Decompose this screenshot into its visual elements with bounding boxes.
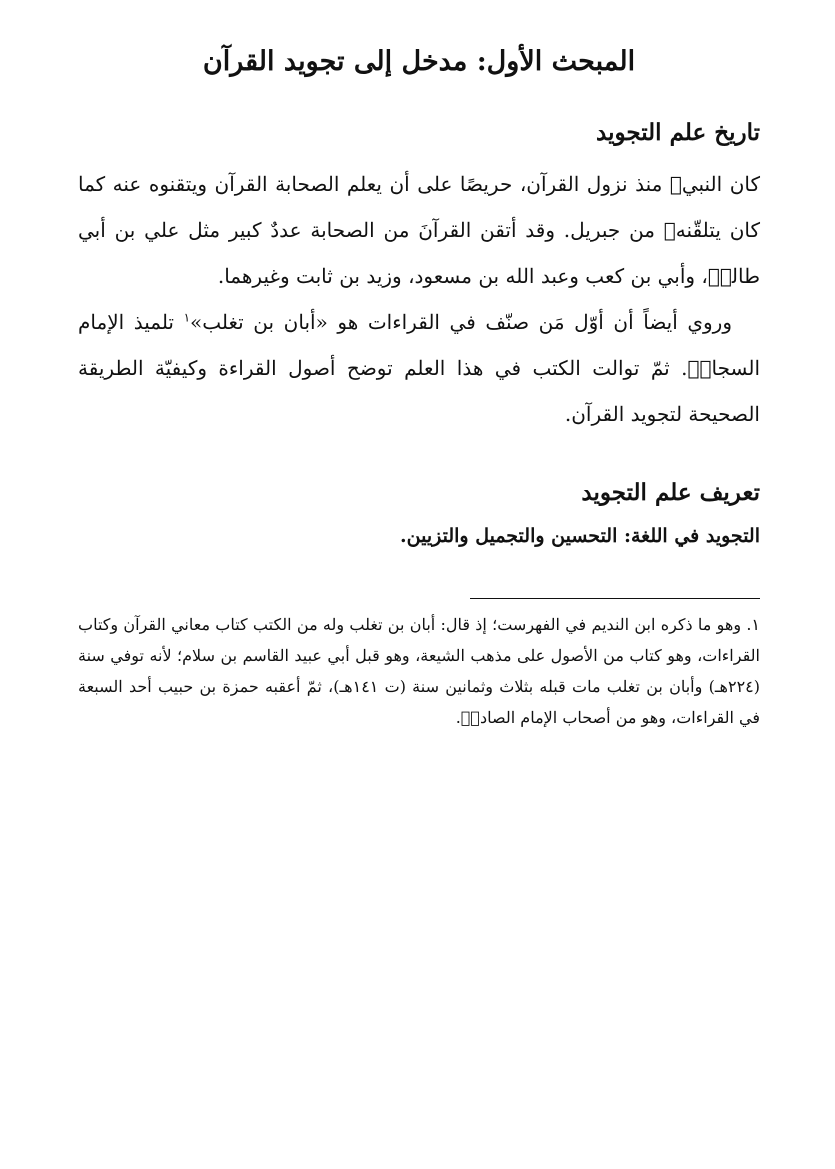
page-title: المبحث الأول: مدخل إلى تجويد القرآن xyxy=(202,46,636,77)
section-heading-history: تاريخ علم التجويد xyxy=(596,119,760,147)
section-spacer xyxy=(78,437,760,477)
history-paragraph-2 xyxy=(78,299,760,437)
history-paragraph-2-start: وروي أيضاً أن أوّل مَن صنّف في القراءات هو «أبان بن تغلب» xyxy=(190,310,733,335)
section-heading-definition: تعريف علم التجويد xyxy=(581,479,760,507)
footnote-reference[interactable]: ١ xyxy=(183,310,191,325)
footnote-divider xyxy=(470,598,760,599)
footnote-text: ١. وهو ما ذكره ابن النديم في الفهرست؛ إذ قال: أبان بن تغلب وله من الكتب كتاب معاني القرآن وكتاب القراءات، وهو كتاب من الأصول على مذهب الشيعة، وهو قبل أبي عبيد القاسم بن سلام؛ لأنه توفي سنة (٢٢٤هـ) وأبان بن تغلب مات قبله بثلاث وثمانين سنة (ت ١٤١هـ)، ثمّ أعقبه حمزة بن حبيب أحد السبعة في القراءات، وهو من أصحاب الإمام الصادقؑ. xyxy=(78,614,761,727)
definition-linguistic: التجويد في اللغة: التحسين والتجميل والتزيين. xyxy=(400,525,760,548)
history-paragraph-1: كان النبيﷺ منذ نزول القرآن، حريصًا على أن يعلم الصحابة القرآن ويتقنوه عنه كما كان يتلقّنهﷺ من جبريل. وقد أتقن القرآنَ من الصحابة عددٌ كبير مثل علي بن أبي طالبؑ، وأبي بن كعب وعبد الله بن مسعود، وزيد بن ثابت وغيرهما. xyxy=(78,172,760,289)
history-paragraph-2-end: تلميذ الإمام السجادؑ. ثمّ توالت الكتب في هذا العلم توضح أصول القراءة وكيفيّة الطريقة الصحيحة لتجويد القرآن. xyxy=(78,310,760,427)
